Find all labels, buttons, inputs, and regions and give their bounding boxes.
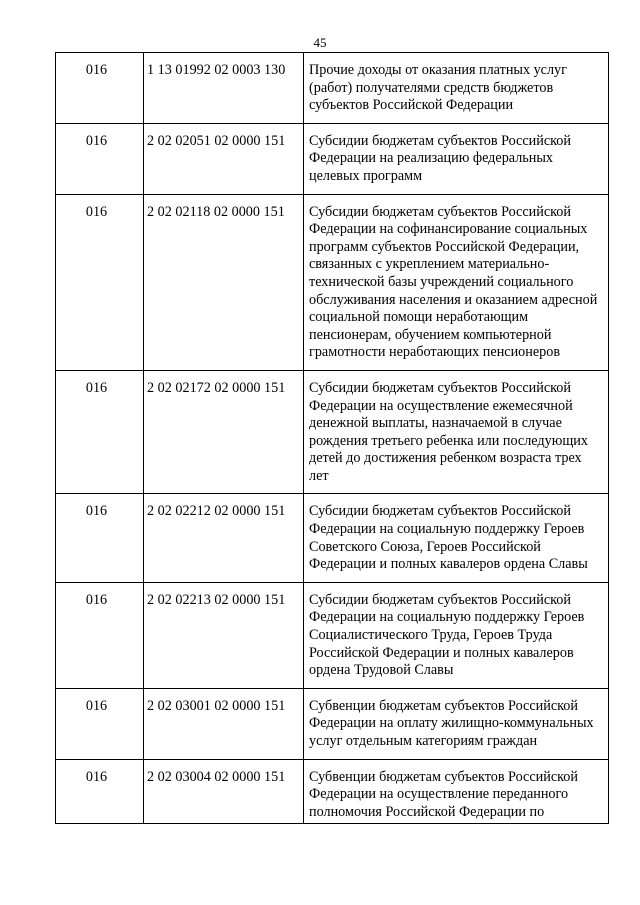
revenue-code-cell: 2 02 02118 02 0000 151 [144,194,304,370]
page-number: 45 [313,35,327,50]
table-row [56,123,609,194]
table-row [56,759,609,824]
revenue-name-cell: Субвенции бюджетам субъектов Российской Федерации на оплату жилищно-коммунальных услуг отдельным категориям граждан [304,688,609,759]
admin-code-cell: 016 [56,123,144,194]
revenue-name-cell: Субсидии бюджетам субъектов Российской Федерации на софинансирование социальных программ субъектов Российской Федерации, связанных с укреплением материально-технической базы учреждений социального обслуживания населения и оказанием адресной социальной помощи неработающим пенсионерам, обучением компьютерной грамотности неработающих пенсионеров [304,194,609,370]
revenue-code-cell: 2 02 02213 02 0000 151 [144,582,304,688]
table-row [56,53,609,124]
admin-code-cell: 016 [56,370,144,494]
revenue-code-cell: 2 02 03004 02 0000 151 [144,759,304,824]
revenue-code-cell: 1 13 01992 02 0003 130 [144,53,304,124]
revenue-name-cell: Субсидии бюджетам субъектов Российской Федерации на социальную поддержку Героев Социалистического Труда, Героев Труда Российской Федерации и полных кавалеров ордена Трудовой Славы [304,582,609,688]
admin-code-cell: 016 [56,582,144,688]
revenue-name-cell: Субсидии бюджетам субъектов Российской Федерации на осуществление ежемесячной денежной выплаты, назначаемой в случае рождения третьего ребенка или последующих детей до достижения ребенком возраста трех лет [304,370,609,494]
revenue-code-cell: 2 02 02172 02 0000 151 [144,370,304,494]
revenue-name-cell: Прочие доходы от оказания платных услуг (работ) получателями средств бюджетов субъектов Российской Федерации [304,53,609,124]
revenue-code-cell: 2 02 02212 02 0000 151 [144,494,304,582]
revenue-code-cell: 2 02 02051 02 0000 151 [144,123,304,194]
revenue-name-cell: Субсидии бюджетам субъектов Российской Федерации на реализацию федеральных целевых программ [304,123,609,194]
admin-code-cell: 016 [56,688,144,759]
admin-code-cell: 016 [56,53,144,124]
revenue-codes-table [55,52,609,824]
admin-code-cell: 016 [56,759,144,824]
table-row [56,688,609,759]
table-row [56,370,609,494]
table-row [56,494,609,582]
table-row [56,582,609,688]
revenue-code-cell: 2 02 03001 02 0000 151 [144,688,304,759]
revenue-name-cell: Субвенции бюджетам субъектов Российской Федерации на осуществление переданного полномочия Российской Федерации по [304,759,609,824]
table-row [56,194,609,370]
revenue-name-cell: Субсидии бюджетам субъектов Российской Федерации на социальную поддержку Героев Советского Союза, Героев Российской Федерации и полных кавалеров ордена Славы [304,494,609,582]
admin-code-cell: 016 [56,194,144,370]
admin-code-cell: 016 [56,494,144,582]
